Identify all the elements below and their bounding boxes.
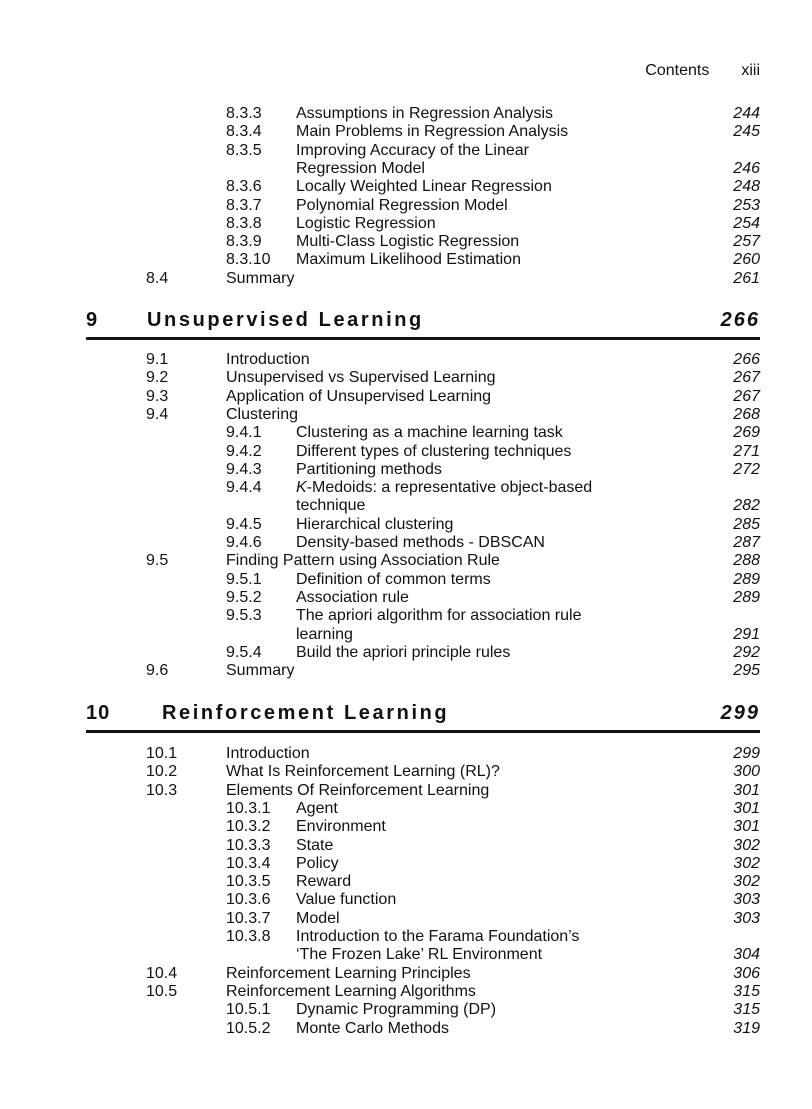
toc-entry-page: 306 <box>733 964 760 982</box>
chapter-page: 266 <box>720 309 760 331</box>
toc-entry <box>0 910 812 928</box>
toc-entry-title: Polynomial Regression Model <box>296 196 508 214</box>
toc-entry-title: Summary <box>226 662 295 680</box>
toc-entry-title: learning <box>296 625 353 643</box>
toc-entry-page: 282 <box>733 497 760 515</box>
toc-entry-title: Introduction <box>226 745 310 762</box>
toc-entry-number: 8.3.10 <box>226 251 271 269</box>
toc-entry-title: technique <box>296 497 366 515</box>
toc-entry-title: Logistic Regression <box>296 214 436 232</box>
toc-entry-page: 302 <box>733 836 760 854</box>
toc-entry-page: 288 <box>733 552 760 570</box>
toc-entry-title: Introduction <box>226 351 310 368</box>
toc-entry-title: The apriori algorithm for association rule <box>296 607 582 625</box>
toc-entry <box>0 443 812 461</box>
toc-entry-number: 8.3.5 <box>226 141 262 159</box>
toc-entry-title: State <box>296 836 334 854</box>
toc-entry-page: 295 <box>733 662 760 680</box>
toc-entry <box>0 662 812 680</box>
toc-entry-number: 10.3.8 <box>226 928 271 945</box>
toc-entry-title: Definition of common terms <box>296 570 491 588</box>
toc-entry-page: 267 <box>733 369 760 387</box>
toc-entry-title: Clustering <box>226 405 299 423</box>
toc-entry-page: 299 <box>733 745 760 762</box>
toc-entry-page: 303 <box>733 891 760 909</box>
toc-entry-number: 10.2 <box>146 763 178 781</box>
toc-entry-number: 10.5 <box>146 982 178 1000</box>
toc-entry-page: 291 <box>733 625 760 643</box>
toc-entry-number: 9.4.6 <box>226 534 262 551</box>
toc-entry-title: Build the apriori principle rules <box>296 643 511 661</box>
toc-entry-title: Policy <box>296 854 339 872</box>
toc-entry <box>0 123 812 141</box>
toc-entry-number: 8.3.4 <box>226 123 262 141</box>
toc-entry-title: What Is Reinforcement Learning (RL)? <box>226 763 500 781</box>
toc-entry-title: Application of Unsupervised Learning <box>226 387 492 405</box>
toc-entry-page: 267 <box>733 387 760 405</box>
toc-entry-page: 289 <box>733 570 760 588</box>
toc-entry <box>0 369 812 387</box>
toc-entry-number: 9.2 <box>146 369 169 387</box>
toc-entry-title: Association rule <box>296 588 409 606</box>
toc-entry <box>0 497 812 515</box>
toc-entry <box>0 928 812 946</box>
toc-entry <box>0 351 812 369</box>
toc-entry <box>0 782 812 800</box>
toc-entry <box>0 388 812 406</box>
toc-entry-title: Multi-Class Logistic Regression <box>296 233 520 251</box>
toc-entry-page: 245 <box>733 123 760 141</box>
toc-entry-title: ‘The Frozen Lake’ RL Environment <box>296 946 543 964</box>
toc-entry <box>0 251 812 269</box>
toc-entry-number: 10.5.2 <box>226 1019 271 1037</box>
toc-entry-number: 9.5.4 <box>226 643 262 661</box>
toc-entry <box>0 178 812 196</box>
toc-entry-title: Reinforcement Learning Principles <box>226 964 471 982</box>
toc-entry <box>0 516 812 534</box>
toc-entry-number: 10.3.5 <box>226 873 271 891</box>
toc-entry-number: 9.4.3 <box>226 460 262 478</box>
toc-entry <box>0 160 812 178</box>
toc-entry-page: 300 <box>733 763 760 781</box>
toc-entry-title: Introduction to the Farama Foundation’s <box>296 928 580 945</box>
toc-entry-number: 9.4.4 <box>226 479 262 497</box>
toc-entry-page: 271 <box>733 442 760 460</box>
toc-entry-page: 261 <box>733 269 760 287</box>
toc-entry-page: 260 <box>733 251 760 269</box>
toc-entry <box>0 763 812 781</box>
toc-entry-page: 301 <box>733 818 760 836</box>
toc-entry-number: 8.4 <box>146 269 169 287</box>
running-head <box>645 62 760 80</box>
toc-entry-title: Agent <box>296 799 338 817</box>
toc-entry-title: Finding Pattern using Association Rule <box>226 552 500 570</box>
toc-entry-page: 244 <box>733 105 760 122</box>
chapter-heading-10 <box>86 702 760 733</box>
toc-entry-page: 302 <box>733 873 760 891</box>
toc-entry <box>0 800 812 818</box>
toc-entry-page: 315 <box>733 1001 760 1019</box>
chapter-title: Reinforcement Learning <box>162 702 450 724</box>
toc-entry-page: 246 <box>733 159 760 177</box>
toc-entry <box>0 233 812 251</box>
running-head-page-numeral: xiii <box>741 62 760 79</box>
toc-entry-number: 10.3.6 <box>226 891 271 909</box>
toc-entry-number: 8.3.9 <box>226 233 262 251</box>
toc-entry <box>0 142 812 160</box>
toc-entry-number: 9.6 <box>146 662 169 680</box>
toc-entry-number: 10.5.1 <box>226 1001 271 1019</box>
toc-entry-page: 301 <box>733 799 760 817</box>
toc-entry-number: 9.4.1 <box>226 424 262 442</box>
toc-entry-title: Main Problems in Regression Analysis <box>296 123 569 141</box>
toc-entry <box>0 589 812 607</box>
toc-entry-title: Locally Weighted Linear Regression <box>296 178 552 196</box>
toc-entry <box>0 1020 812 1038</box>
toc-entry-page: 303 <box>733 909 760 927</box>
toc-entry-title: Dynamic Programming (DP) <box>296 1001 497 1019</box>
toc-entry-title: Environment <box>296 818 386 836</box>
toc-entry-title: Density-based methods - DBSCAN <box>296 534 545 551</box>
toc-entry <box>0 1001 812 1019</box>
toc-entry-number: 10.1 <box>146 745 178 762</box>
toc-entry-number: 10.3.2 <box>226 818 271 836</box>
toc-entry <box>0 891 812 909</box>
toc-entry-title: Maximum Likelihood Estimation <box>296 251 521 269</box>
chapter-heading-9 <box>86 309 760 340</box>
toc-entry-number: 10.4 <box>146 964 178 982</box>
toc-entry <box>0 571 812 589</box>
toc-entry-page: 292 <box>733 643 760 661</box>
chapter-number: 9 <box>86 309 99 331</box>
toc-entry-number: 10.3 <box>146 781 178 799</box>
toc-entry-title: Regression Model <box>296 159 425 177</box>
toc-entry <box>0 105 812 123</box>
toc-entry-page: 266 <box>733 351 760 368</box>
toc-entry <box>0 607 812 625</box>
toc-entry-page: 254 <box>733 214 760 232</box>
chapter-page: 299 <box>720 702 760 724</box>
toc-entry-title: Assumptions in Regression Analysis <box>296 105 554 122</box>
toc-entry-number: 9.5.3 <box>226 607 262 625</box>
toc-entry <box>0 855 812 873</box>
toc-entry-number: 9.4.2 <box>226 442 262 460</box>
toc-entry-title: Model <box>296 909 340 927</box>
toc-entry <box>0 270 812 288</box>
toc-entry-number: 9.5 <box>146 552 169 570</box>
toc-entry-page: 287 <box>733 534 760 551</box>
chapter-title: Unsupervised Learning <box>147 309 424 331</box>
toc-entry <box>0 837 812 855</box>
toc-entry-title: Value function <box>296 891 397 909</box>
toc-entry-title: Reinforcement Learning Algorithms <box>226 982 476 1000</box>
toc-entry <box>0 818 812 836</box>
toc-entry-number: 8.3.7 <box>226 196 262 214</box>
chapter-number: 10 <box>86 702 111 724</box>
toc-entry <box>0 534 812 552</box>
toc-entry <box>0 626 812 644</box>
toc-entry <box>0 983 812 1001</box>
toc-entry <box>0 745 812 763</box>
toc-entry-number: 9.5.1 <box>226 570 262 588</box>
toc-entry-title: Monte Carlo Methods <box>296 1019 449 1037</box>
toc-entry-title: Improving Accuracy of the Linear <box>296 141 530 159</box>
toc-entry-number: 9.1 <box>146 351 169 368</box>
toc-entry-page: 257 <box>733 233 760 251</box>
toc-entry-page: 301 <box>733 781 760 799</box>
toc-entry-page: 304 <box>733 946 760 964</box>
toc-entry-number: 9.3 <box>146 387 169 405</box>
toc-entry-page: 268 <box>733 405 760 423</box>
toc-entry-page: 253 <box>733 196 760 214</box>
toc-entry-number: 8.3.3 <box>226 105 262 122</box>
toc-entry-number: 8.3.6 <box>226 178 262 196</box>
toc-entry-number: 10.3.3 <box>226 836 271 854</box>
toc-entry <box>0 406 812 424</box>
toc-entry <box>0 552 812 570</box>
toc-entry-page: 269 <box>733 424 760 442</box>
toc-entry-title: Partitioning methods <box>296 460 442 478</box>
toc-entry-title: Unsupervised vs Supervised Learning <box>226 369 496 387</box>
toc-entry-page: 285 <box>733 515 760 533</box>
toc-entry-title: Clustering as a machine learning task <box>296 424 563 442</box>
toc-entry <box>0 873 812 891</box>
toc-entry-page: 315 <box>733 982 760 1000</box>
toc-entry-number: 9.4 <box>146 405 169 423</box>
toc-entry-title: Hierarchical clustering <box>296 515 454 533</box>
toc-entry <box>0 461 812 479</box>
toc-entry <box>0 197 812 215</box>
toc-entry <box>0 424 812 442</box>
toc-entry <box>0 946 812 964</box>
toc-entry-title: Different types of clustering techniques <box>296 442 572 460</box>
toc-entry-page: 319 <box>733 1019 760 1037</box>
toc-entry-number: 8.3.8 <box>226 214 262 232</box>
toc-entry-title: K-Medoids: a representative object-based <box>296 479 593 497</box>
toc-entry-number: 10.3.7 <box>226 909 271 927</box>
toc-entry <box>0 215 812 233</box>
toc-entry-number: 9.5.2 <box>226 588 262 606</box>
toc-entry-page: 302 <box>733 854 760 872</box>
toc-entry-page: 272 <box>733 460 760 478</box>
toc-entry-page: 289 <box>733 588 760 606</box>
toc-entry-title: Summary <box>226 269 295 287</box>
toc-entry-number: 10.3.1 <box>226 799 271 817</box>
toc-entry <box>0 965 812 983</box>
toc-entry-page: 248 <box>733 178 760 196</box>
toc-entry-number: 10.3.4 <box>226 854 271 872</box>
toc-entry-title: Reward <box>296 873 352 891</box>
toc-entry <box>0 644 812 662</box>
toc-entry-number: 9.4.5 <box>226 515 262 533</box>
toc-entry <box>0 479 812 497</box>
toc-entry-title: Elements Of Reinforcement Learning <box>226 781 490 799</box>
running-head-section: Contents <box>645 62 710 79</box>
